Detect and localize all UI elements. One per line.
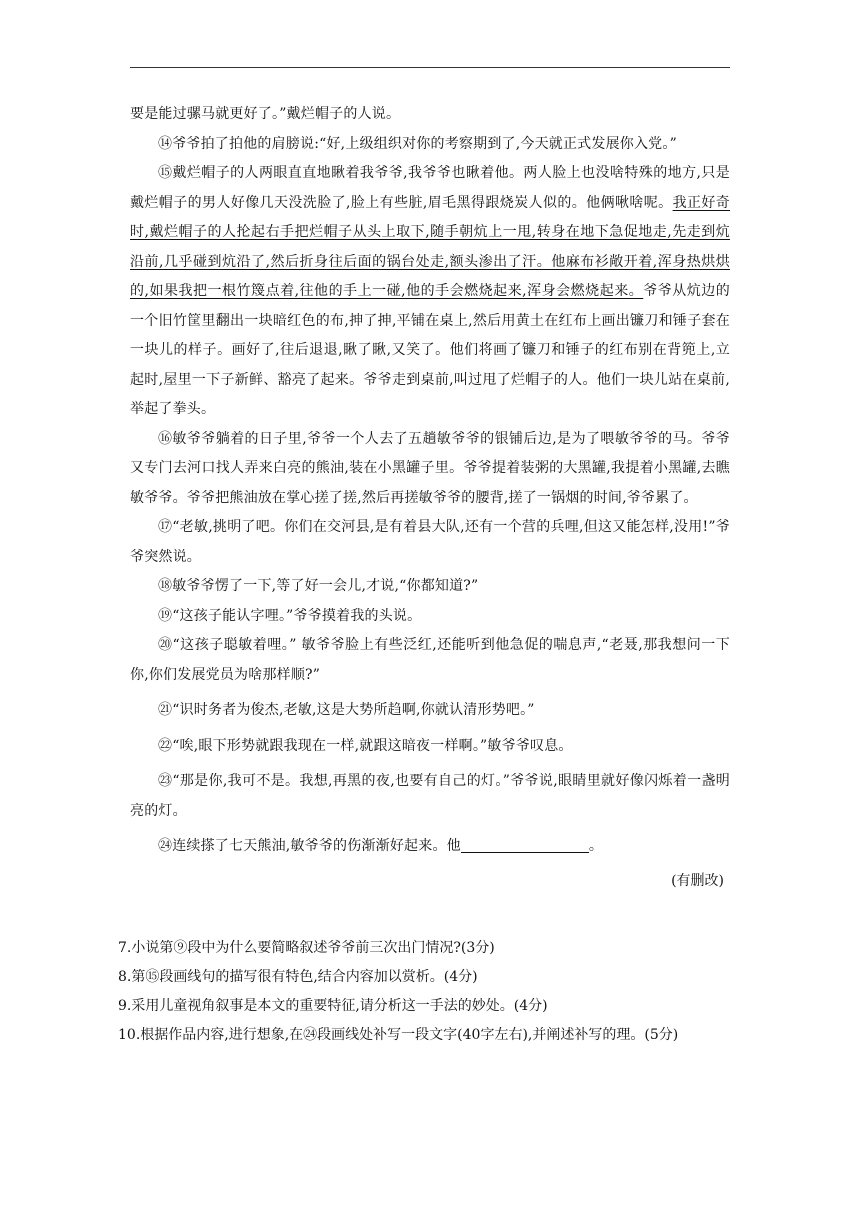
paragraph-15-underlined-sentence: 我正好奇时,戴烂帽子的人抡起右手把烂帽子从头上取下,随手朝炕上一甩,转身在地下急促地走,先走到炕沿前,几乎碰到炕沿了,然后折身往后面的锅台处走,额头渗出了汗。他麻布衫敞开着,浑身热烘烘的,如果我把一根竹篾点着,往他的手上一碰,他的手会燃烧起来,浑身会燃烧起来。 xyxy=(130,194,730,299)
paragraph-19: ⑲“这孩子能认字哩。”爷爷摸着我的头说。 xyxy=(158,607,422,624)
paragraph-23: ㉓“那是你,我可不是。我想,再黑的夜,也要有自己的灯。”爷爷说,眼睛里就好像闪烁着一盏明亮的灯。 xyxy=(130,773,730,819)
question-8: 8.第⑮段画线句的描写很有特色,结合内容加以赏析。(4分) xyxy=(118,969,478,985)
paragraph-15 xyxy=(130,159,730,425)
paragraph-24-text: ㉔连续搽了七天熊油,敏爷爷的伤渐渐好起来。他 xyxy=(158,838,461,854)
header-rule xyxy=(130,67,730,68)
question-9: 9.采用儿童视角叙事是本文的重要特征,请分析这一手法的妙处。(4分) xyxy=(118,998,548,1014)
paragraph-21: ㉑“识时务者为俊杰,老敏,这是大势所趋啊,你就认清形势吧。” xyxy=(158,702,535,718)
paragraph-18: ⑱敏爷爷愣了一下,等了好一会儿,才说,“你都知道?” xyxy=(158,578,479,594)
paragraph-15-text-b: 爷爷从炕边的一个旧竹筐里翻出一块暗红色的布,抻了抻,平铺在桌上,然后用黄土在红布上画出镰刀和锤子套在一块儿的样子。画好了,往后退退,瞅了瞅,又笑了。他们将画了镰刀和锤子的红布别在背篼上,立起时,屋里一下子新鲜、豁亮了起来。爷爷走到桌前,叫过甩了烂帽子的人。他们一块儿站在桌前,举起了拳头。 xyxy=(130,283,730,417)
questions-section xyxy=(118,934,742,1050)
question-10: 10.根据作品内容,进行想象,在㉔段画线处补写一段文字(40字左右),并阐述补写的理。(5分) xyxy=(118,1027,679,1043)
fill-in-blank xyxy=(461,838,589,853)
paragraph-20: ⑳“这孩子聪敏着哩。” 敏爷爷脸上有些泛红,还能听到他急促的喘息声,“老聂,那我想问一下你,你们发展党员为啥那样顺?” xyxy=(130,637,730,683)
passage xyxy=(130,100,730,896)
paragraph-16: ⑯敏爷爷躺着的日子里,爷爷一个人去了五趟敏爷爷的银铺后边,是为了喂敏爷爷的马。爷爷又专门去河口找人弄来白亮的熊油,装在小黑罐子里。爷爷提着装粥的大黑罐,我提着小黑罐,去瞧敏爷爷。爷爷把熊油放在掌心搓了搓,然后再搓敏爷爷的腰背,搓了一锅烟的时间,爷爷累了。 xyxy=(130,430,730,506)
paragraph-14: ⑭爷爷拍了拍他的肩膀说:“好,上级组织对你的考察期到了,今天就正式发展你入党。” xyxy=(158,135,677,152)
paragraph-13-continued: 要是能过骡马就更好了。”戴烂帽子的人说。 xyxy=(130,106,401,122)
paragraph-15-text-a: ⑮戴烂帽子的人两眼直直地瞅着我爷爷,我爷爷也瞅着他。两人脸上也没啥特殊的地方,只是戴烂帽子的男人好像几天没洗脸了,脸上有些脏,眉毛黑得跟烧炭人似的。他俩啾啥呢。 xyxy=(130,165,730,211)
paragraph-24 xyxy=(130,832,730,862)
paragraph-17: ⑰“老敏,挑明了吧。你们在交河县,是有着县大队,还有一个营的兵哩,但这又能怎样,没用!”爷爷突然说。 xyxy=(130,519,730,565)
paragraph-24-end: 。 xyxy=(588,838,604,854)
question-7: 7.小说第⑨段中为什么要简略叙述爷爷前三次出门情况?(3分) xyxy=(118,940,495,956)
source-note: (有删改) xyxy=(671,872,724,889)
paragraph-22: ㉒“唉,眼下形势就跟我现在一样,就跟这暗夜一样啊。”敏爷爷叹息。 xyxy=(158,737,573,754)
